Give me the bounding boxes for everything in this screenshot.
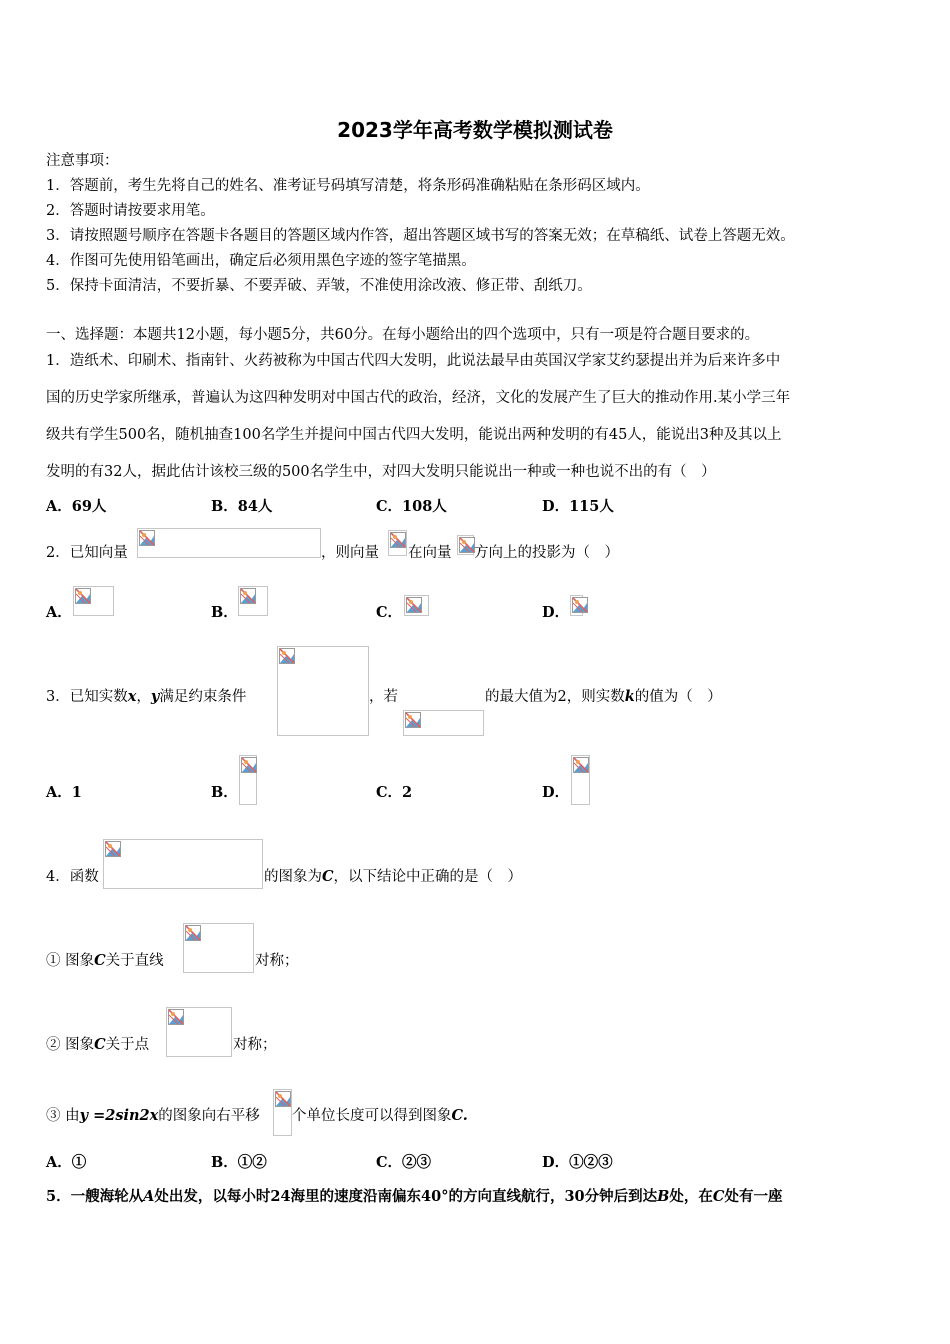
notes-heading: 注意事项：: [46, 153, 119, 169]
broken-image-icon: [168, 1009, 184, 1025]
q3-text-3: ，若: [369, 689, 398, 705]
var-x: x: [127, 688, 137, 705]
formula-image: [388, 530, 407, 556]
q1-option-a: A．69人: [46, 498, 107, 515]
q3-comma: ，: [136, 689, 151, 705]
s2-text-c: 对称；: [233, 1037, 277, 1053]
s3-expression: y =2sin2x: [79, 1107, 159, 1124]
q2-option-c: C．: [376, 604, 403, 621]
broken-image-icon: [279, 648, 295, 664]
broken-image-icon: [573, 757, 589, 773]
q3-text: [46, 686, 246, 708]
s3-text-c: 个单位长度可以得到图象: [292, 1108, 452, 1124]
q5-text: [46, 1186, 782, 1208]
q1-line: 级共有学生500名，随机抽查100名学生并提问中国古代四大发明，能说出两种发明的有45人，能说出3种及其以上: [46, 427, 782, 443]
formula-image: [570, 595, 583, 616]
formula-image: [137, 528, 321, 558]
q3-option-c: C．2: [376, 784, 413, 801]
q4-statement-2: [46, 1034, 149, 1056]
note-item: 4．作图可先使用铅笔画出，确定后必须用黑色字迹的签字笔描黑。: [46, 253, 476, 269]
broken-image-icon: [241, 757, 257, 773]
s3-text-a: ③ 由: [46, 1108, 80, 1124]
formula-image: [457, 535, 474, 555]
broken-image-icon: [240, 588, 256, 604]
s1-text-b: 关于直线: [105, 953, 164, 969]
q3-text-2: 满足约束条件: [159, 689, 247, 705]
q4-option-a: A．①: [46, 1154, 87, 1171]
q5-text-4: 处有一座: [724, 1188, 783, 1205]
q5-text-3: 处，在: [669, 1188, 713, 1205]
s3-text-b: 的图象向右平移: [158, 1108, 260, 1124]
q3-option-b: B．: [211, 784, 238, 801]
formula-image: [571, 755, 590, 805]
q4-text-2a: 的图象为: [264, 869, 322, 885]
q3-option-a: A．1: [46, 784, 82, 801]
formula-image: [103, 839, 263, 889]
var-c: C: [94, 952, 106, 969]
broken-image-icon: [139, 530, 155, 546]
broken-image-icon: [572, 597, 588, 613]
var-k: k: [624, 688, 635, 705]
q3-text-4a: 的最大值为2，则实数: [485, 689, 625, 705]
q2-text-1: 2．已知向量: [46, 545, 128, 561]
formula-image: [403, 710, 484, 736]
broken-image-icon: [275, 1091, 291, 1107]
broken-image-icon: [405, 712, 421, 728]
formula-image: [73, 586, 114, 616]
constraint-image: [277, 646, 369, 736]
var-b: B: [657, 1188, 670, 1205]
formula-image: [273, 1089, 292, 1136]
q1-option-b: B．84人: [211, 498, 273, 515]
q5-text-1: 5．一艘海轮从: [46, 1188, 144, 1205]
broken-image-icon: [406, 597, 422, 613]
q2-option-d: D．: [542, 604, 570, 621]
q5-text-2: 处出发，以每小时24海里的速度沿南偏东40°的方向直线航行，30分钟后到达: [154, 1188, 658, 1205]
note-item: 5．保持卡面清洁，不要折暴、不要弄破、弄皱，不准使用涂改液、修正带、刮纸刀。: [46, 278, 592, 294]
q1-option-c: C．108人: [376, 498, 447, 515]
note-item: 1．答题前，考生先将自己的姓名、准考证号码填写清楚，将条形码准确粘贴在条形码区域内。: [46, 178, 650, 194]
var-y: y: [150, 688, 160, 705]
broken-image-icon: [390, 532, 406, 548]
q4-text-1: 4．函数: [46, 869, 99, 885]
q2-text-2: ，则向量: [321, 545, 379, 561]
broken-image-icon: [75, 588, 91, 604]
broken-image-icon: [185, 925, 201, 941]
formula-image: [166, 1007, 232, 1057]
note-item: 3．请按照题号顺序在答题卡各题目的答题区域内作答，超出答题区域书写的答案无效；在草稿纸、试卷上答题无效。: [46, 228, 795, 244]
broken-image-icon: [459, 537, 475, 553]
q4-statement-1: [46, 950, 164, 972]
var-c: C: [322, 868, 334, 885]
q4-option-b: B．①②: [211, 1154, 267, 1171]
s2-text-a: ② 图象: [46, 1037, 95, 1053]
s2-text-b: 关于点: [105, 1037, 150, 1053]
q3-text-1: 3．已知实数: [46, 689, 128, 705]
var-c: C: [712, 1188, 725, 1205]
q3-option-d: D．: [542, 784, 570, 801]
q4-statement-3-end: [292, 1105, 468, 1127]
formula-image: [183, 923, 254, 973]
q2-text-3: 在向量: [408, 545, 452, 561]
q3-text-5: 的值为（ ）: [634, 689, 722, 705]
q1-option-d: D．115人: [542, 498, 614, 515]
broken-image-icon: [105, 841, 121, 857]
s1-text-c: 对称；: [255, 953, 299, 969]
q4-text-3: ，以下结论中正确的是（ ）: [333, 869, 523, 885]
page-title: 2023学年高考数学模拟测试卷: [337, 118, 613, 142]
q2-text-4: 方向上的投影为（ ）: [474, 545, 619, 561]
q1-line: 国的历史学家所继承，普遍认为这四种发明对中国古代的政治，经济，文化的发展产生了巨大的推动作用.某小学三年: [46, 390, 791, 406]
q1-line: 1．造纸术、印刷术、指南针、火药被称为中国古代四大发明，此说法最早由英国汉学家艾约瑟提出并为后来许多中: [46, 353, 781, 369]
q4-statement-3: [46, 1105, 260, 1127]
var-c: C.: [451, 1107, 468, 1124]
q2-option-b: B．: [211, 604, 238, 621]
s1-text-a: ① 图象: [46, 953, 95, 969]
formula-image: [239, 755, 257, 805]
q1-line: 发明的有32人，据此估计该校三级的500名学生中，对四大发明只能说出一种或一种也说不出的有（ ）: [46, 464, 716, 480]
q2-option-a: A．: [46, 604, 72, 621]
var-a: A: [143, 1188, 155, 1205]
q4-option-c: C．②③: [376, 1154, 432, 1171]
formula-image: [238, 586, 268, 616]
section-heading: 一、选择题：本题共12小题，每小题5分，共60分。在每小题给出的四个选项中，只有一项是符合题目要求的。: [46, 327, 760, 343]
q4-text-2: [264, 866, 522, 888]
q3-text-4: [485, 686, 722, 708]
note-item: 2．答题时请按要求用笔。: [46, 203, 215, 219]
var-c: C: [94, 1036, 106, 1053]
q4-option-d: D．①②③: [542, 1154, 613, 1171]
formula-image: [404, 595, 429, 616]
